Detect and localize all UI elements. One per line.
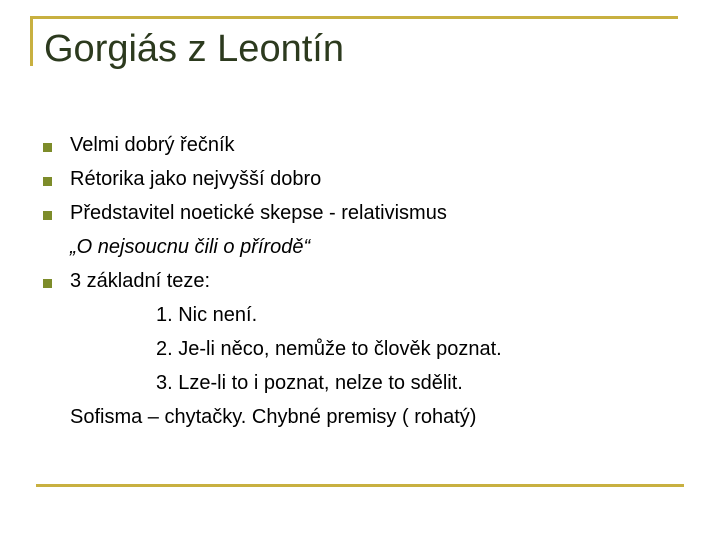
list-item-continuation	[40, 230, 680, 264]
list-item	[40, 128, 680, 162]
square-bullet-icon	[43, 177, 52, 186]
thesis-item	[40, 298, 680, 332]
top-rule-horizontal	[30, 16, 678, 19]
slide-title: Gorgiás z Leontín	[44, 28, 344, 70]
list-item	[40, 162, 680, 196]
square-bullet-icon	[43, 211, 52, 220]
thesis-text: 3. Lze-li to i poznat, nelze to sdělit.	[156, 372, 463, 394]
list-item-text: Rétorika jako nejvyšší dobro	[70, 168, 322, 190]
slide-body	[40, 128, 680, 434]
thesis-item	[40, 332, 680, 366]
bottom-rule	[36, 484, 684, 487]
list-item	[40, 196, 680, 230]
square-bullet-icon	[43, 143, 52, 152]
thesis-item	[40, 366, 680, 400]
work-title-text: „O nejsoucnu čili o přírodě“	[70, 236, 311, 258]
list-item-text: Představitel noetické skepse - relativismus	[70, 202, 447, 224]
top-rule-vertical	[30, 16, 33, 66]
list-item-text: 3 základní teze:	[70, 270, 211, 292]
thesis-text: 1. Nic není.	[156, 304, 258, 326]
square-bullet-icon	[43, 279, 52, 288]
list-item-text: Velmi dobrý řečník	[70, 134, 235, 156]
sophism-text: Sofisma – chytačky. Chybné premisy ( rohatý)	[70, 406, 477, 428]
list-item	[40, 264, 680, 298]
thesis-text: 2. Je-li něco, nemůže to člověk poznat.	[156, 338, 502, 360]
list-item-continuation	[40, 400, 680, 434]
